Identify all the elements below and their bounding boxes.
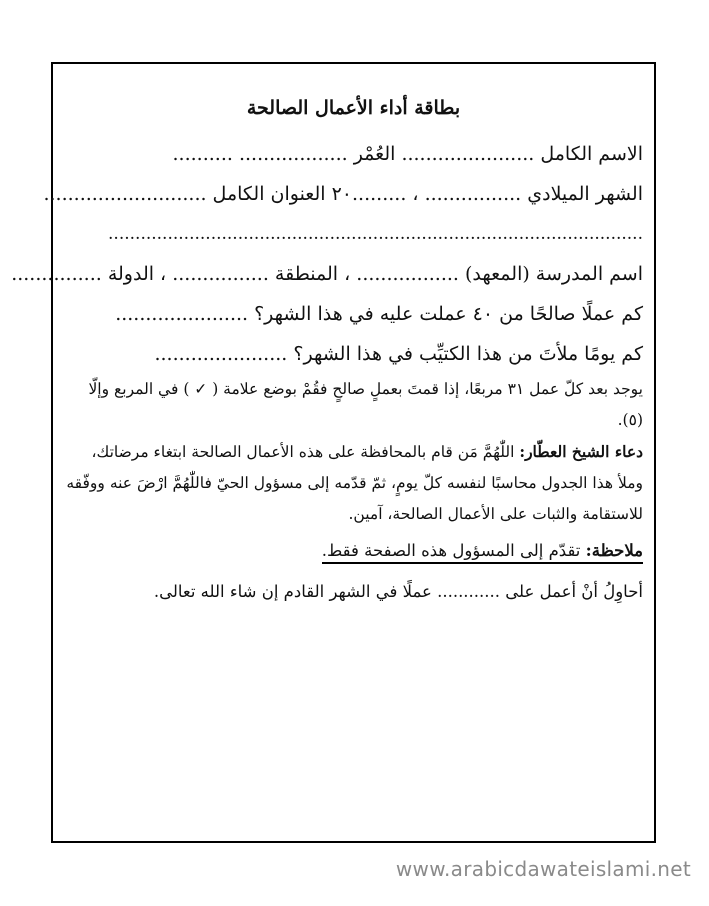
note-paragraph	[64, 534, 643, 568]
note-text: تقدّم إلى المسؤول هذه الصفحة فقط.	[321, 541, 581, 560]
card-title: بطاقة أداء الأعمال الصالحة	[246, 97, 461, 119]
prayer-label: دعاء الشيخ العطّار:	[519, 442, 643, 461]
school-region-country-line: اسم المدرسة (المعهد) ................. ، المنطقة ................ ، الدولة ...............	[11, 263, 643, 285]
month-address-line: الشهر الميلادي ................ ، .........٢٠ العنوان الكامل ...........................	[43, 183, 643, 205]
note-label: ملاحظة:	[585, 541, 643, 560]
prayer-text: اللّٰهُمَّ مَن قام بالمحافظة على هذه الأعمال الصالحة ابتغاء مرضاتك، وملأ هذا الجدول محاسبًا لنفسه كلّ يومٍ، ثمّ قدّمه إلى مسؤول الحيّ فاللّٰهُمَّ ارْضَ عنه ووفّقه للاستقامة والثبات على الأعمال الصالحة، آمين.	[66, 443, 643, 523]
address-continuation-line: ...................................................................................................	[108, 224, 643, 244]
deeds-count-question: كم عملًا صالحًا من ٤٠ عملت عليه في هذا الشهر؟ ......................	[115, 303, 643, 325]
closing-line: أحاوِلُ أنْ أعمل على ............ عملًا في الشهر القادم إن شاء الله تعالى.	[153, 582, 643, 601]
prayer-paragraph	[64, 436, 643, 530]
card-content	[11, 95, 643, 612]
website-watermark: www.arabicdawateislami.net	[395, 857, 691, 881]
note-underline	[322, 541, 643, 564]
name-age-line: الاسم الكامل ...................... العُمْر .................. ..........	[172, 143, 643, 165]
instruction-paragraph: يوجد بعد كلّ عمل ٣١ مربعًا، إذا قمتَ بعملٍ صالحٍ فقُمْ بوضع علامة ( ✓ ) في المربع وإلّا (٥).	[88, 380, 643, 429]
days-filled-question: كم يومًا ملأتَ من هذا الكتيِّب في هذا الشهر؟ ......................	[154, 343, 643, 365]
